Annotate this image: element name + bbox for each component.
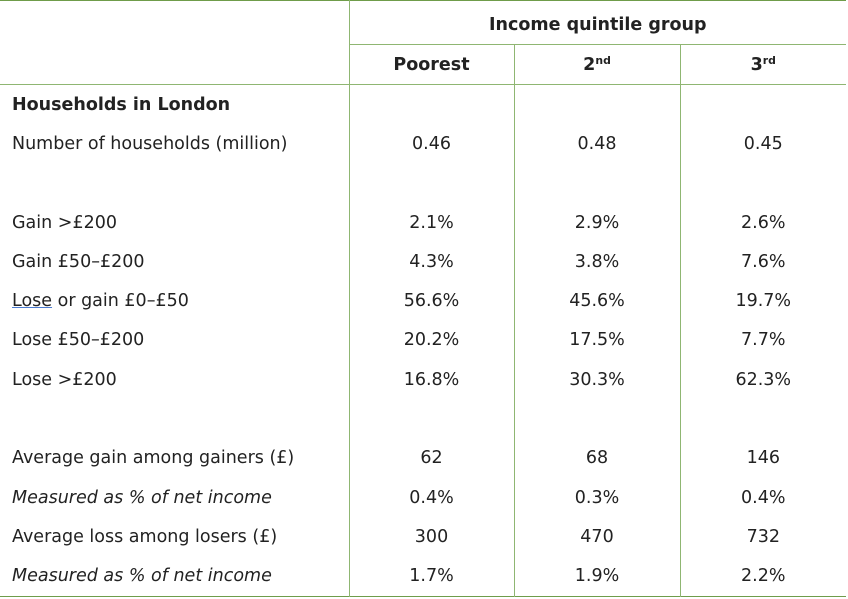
table-row	[0, 321, 846, 360]
spacer-row	[0, 164, 846, 203]
cell-value: 68	[514, 439, 680, 478]
header-empty-cell	[0, 1, 349, 45]
table-row	[0, 242, 846, 281]
cell-value: 0.48	[514, 124, 680, 163]
row-label: Lose £50–£200	[12, 330, 145, 351]
cell-value: 16.8%	[349, 360, 514, 399]
table-row	[0, 517, 846, 556]
cell-value: 62.3%	[680, 360, 846, 399]
cell-value: 3.8%	[514, 242, 680, 281]
row-label: Measured as % of net income	[12, 487, 272, 508]
table-row	[0, 281, 846, 320]
row-label: Average gain among gainers (£)	[12, 448, 295, 469]
cell-value: 732	[680, 517, 846, 556]
cell-value: 1.9%	[514, 557, 680, 597]
table-row	[0, 478, 846, 517]
table-row	[0, 203, 846, 242]
column-header-2nd: 2nd	[514, 45, 680, 85]
cell-value: 19.7%	[680, 281, 846, 320]
table-row	[0, 124, 846, 163]
cell-value: 1.7%	[349, 557, 514, 597]
cell-value: 0.45	[680, 124, 846, 163]
cell-value: 0.3%	[514, 478, 680, 517]
row-label: Measured as % of net income	[12, 566, 272, 587]
table-row	[0, 557, 846, 597]
header-empty-cell	[0, 45, 349, 85]
spacer-row	[0, 399, 846, 438]
section-title: Households in London	[12, 94, 231, 115]
cell-value: 20.2%	[349, 321, 514, 360]
row-label: Gain £50–£200	[12, 251, 145, 272]
cell-value: 2.2%	[680, 557, 846, 597]
row-label: Gain >£200	[12, 212, 117, 233]
table-row	[0, 360, 846, 399]
cell-value: 56.6%	[349, 281, 514, 320]
cell-value: 17.5%	[514, 321, 680, 360]
cell-value: 2.9%	[514, 203, 680, 242]
cell-value: 30.3%	[514, 360, 680, 399]
cell-value: 300	[349, 517, 514, 556]
column-header-3rd: 3rd	[680, 45, 846, 85]
row-label: Average loss among losers (£)	[12, 526, 278, 547]
cell-value: 62	[349, 439, 514, 478]
cell-value: 0.4%	[680, 478, 846, 517]
header-row-group	[0, 1, 846, 45]
column-header-poorest: Poorest	[349, 45, 514, 85]
group-header: Income quintile group	[349, 1, 846, 45]
cell-value: 146	[680, 439, 846, 478]
row-label: Lose or gain £0–£50	[12, 291, 189, 312]
row-label: Number of households (million)	[12, 133, 288, 154]
cell-value: 4.3%	[349, 242, 514, 281]
header-row-columns	[0, 45, 846, 85]
cell-value: 0.4%	[349, 478, 514, 517]
cell-value: 0.46	[349, 124, 514, 163]
row-label: Lose >£200	[12, 369, 117, 390]
spellcheck-word[interactable]: Lose	[12, 291, 53, 312]
cell-value: 45.6%	[514, 281, 680, 320]
section-title-row	[0, 85, 846, 125]
cell-value: 470	[514, 517, 680, 556]
cell-value: 2.1%	[349, 203, 514, 242]
cell-value: 7.6%	[680, 242, 846, 281]
table-row	[0, 439, 846, 478]
cell-value: 7.7%	[680, 321, 846, 360]
cell-value: 2.6%	[680, 203, 846, 242]
